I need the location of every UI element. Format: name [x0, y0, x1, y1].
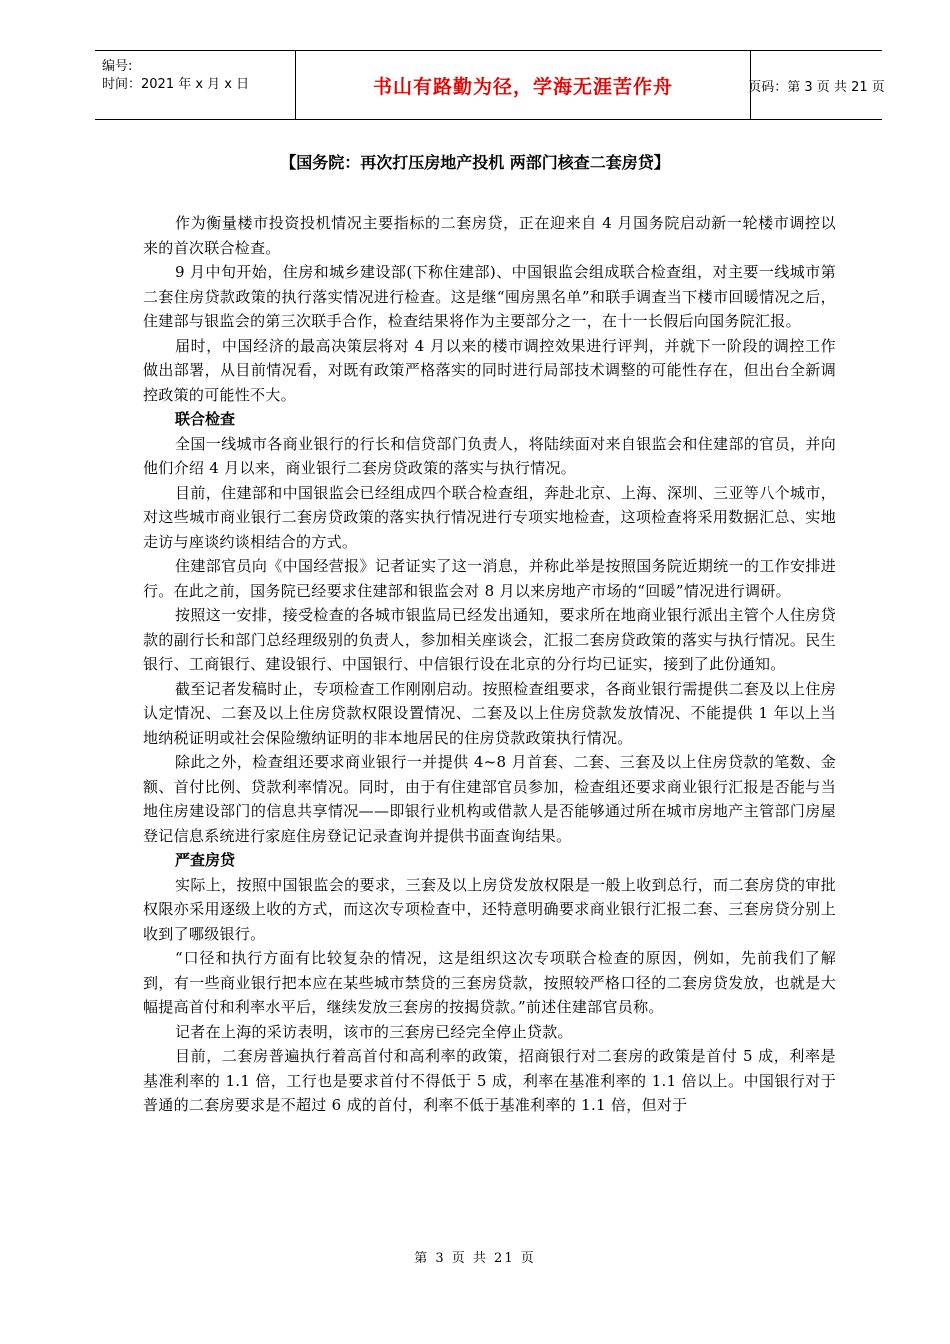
- body-paragraph: 按照这一安排，接受检查的各城市银监局已经发出通知，要求所在地商业银行派出主管个人住房贷款的副行长和部门总经理级别的负责人，参加相关座谈会，汇报二套房贷政策的落实与执行情况。民生银行、工商银行、建设银行、中国银行、中信银行设在北京的分行均已证实，接到了此份通知。: [143, 606, 836, 673]
- page-footer: 第 3 页 共 21 页: [414, 1251, 536, 1266]
- document-title: 【国务院：再次打压房地产投机 两部门核查二套房贷】: [280, 153, 670, 172]
- document-body: [143, 211, 836, 1118]
- header-meta: [95, 51, 295, 119]
- doc-code-label: 编号:: [102, 59, 133, 74]
- body-paragraph: 住建部官员向《中国经营报》记者证实了这一消息，并称此举是按照国务院近期统一的工作安排进行。在此之前，国务院已经要求住建部和银监会对 8 月以来房地产市场的“回暖”情况进行调研。: [143, 557, 836, 600]
- header-page-cell: [748, 51, 885, 119]
- header-motto: 书山有路勤为径，学海无涯苦作舟: [372, 75, 673, 98]
- body-paragraph: 实际上，按照中国银监会的要求，三套及以上房贷发放权限是一般上收到总行，而二套房贷的审批权限亦采用逐级上收的方式，而这次专项检查中，还特意明确要求商业银行汇报二套、三套房贷分别上收到了哪级银行。: [143, 875, 836, 943]
- page-header: [95, 50, 885, 120]
- body-paragraph: 目前，二套房普遍执行着高首付和高利率的政策，招商银行对二套房的政策是首付 5 成，利率是基准利率的 1.1 倍，工行也是要求首付不得低于 5 成，利率在基准利率的 1.1 倍以上。中国银行对于普通的二套房要求是不超过 6 成的首付，利率不低于基准利率的 1.1 倍，但对于: [143, 1047, 836, 1114]
- body-paragraph: 届时，中国经济的最高决策层将对 4 月以来的楼市调控效果进行评判，并就下一阶段的调控工作做出部署，从目前情况看，对既有政策严格落实的同时进行局部技术调整的可能性存在，但出台全新调控政策的可能性不大。: [143, 336, 836, 404]
- header-motto-cell: [295, 51, 751, 119]
- section-heading-joint-inspection: 联合检查: [175, 410, 236, 428]
- body-paragraph: 作为衡量楼市投资投机情况主要指标的二套房贷，正在迎来自 4 月国务院启动新一轮楼市调控以来的首次联合检查。: [143, 214, 836, 257]
- header-page-number: 页码：第 3 页 共 21 页: [748, 79, 885, 95]
- body-paragraph: 9 月中旬开始，住房和城乡建设部(下称住建部)、中国银监会组成联合检查组，对主要一线城市第二套住房贷款政策的执行落实情况进行检查。这是继“囤房黑名单”和联手调查当下楼市回暖情况之后，住建部与银监会的第三次联手合作，检查结果将作为主要部分之一，在十一长假后向国务院汇报。: [143, 263, 836, 330]
- section-heading-strict-check: 严查房贷: [175, 851, 236, 869]
- body-paragraph: 目前，住建部和中国银监会已经组成四个联合检查组，奔赴北京、上海、深圳、三亚等八个城市，对这些城市商业银行二套房贷政策的落实执行情况进行专项实地检查，这项检查将采用数据汇总、实地走访与座谈约谈相结合的方式。: [143, 483, 836, 551]
- body-paragraph: 截至记者发稿时止，专项检查工作刚刚启动。按照检查组要求，各商业银行需提供二套及以上住房认定情况、二套及以上住房贷款权限设置情况、二套及以上住房贷款发放情况、不能提供 1 年以上当地纳税证明或社会保险缴纳证明的非本地居民的住房贷款政策执行情况。: [143, 679, 836, 747]
- doc-time-label: 时间：2021 年 x 月 x 日: [102, 77, 250, 92]
- body-paragraph: 除此之外，检查组还要求商业银行一并提供 4~8 月首套、二套、三套及以上住房贷款的笔数、金额、首付比例、贷款利率情况。同时，由于有住建部官员参加，检查组还要求商业银行汇报是否能与当地住房建设部门的信息共享情况——即银行业机构或借款人是否能够通过所在城市房地产主管部门房屋登记信息系统进行家庭住房登记记录查询并提供书面查询结果。: [143, 753, 836, 845]
- body-paragraph: “口径和执行方面有比较复杂的情况，这是组织这次专项联合检查的原因，例如，先前我们了解到，有一些商业银行把本应在某些城市禁贷的三套房贷款，按照较严格口径的二套房贷发放，也就是大幅提高首付和利率水平后，继续发放三套房的按揭贷款。”前述住建部官员称。: [143, 949, 836, 1016]
- body-paragraph: 全国一线城市各商业银行的行长和信贷部门负责人，将陆续面对来自银监会和住建部的官员，并向他们介绍 4 月以来，商业银行二套房贷政策的落实与执行情况。: [143, 434, 836, 477]
- body-paragraph: 记者在上海的采访表明，该市的三套房已经完全停止贷款。: [175, 1022, 573, 1041]
